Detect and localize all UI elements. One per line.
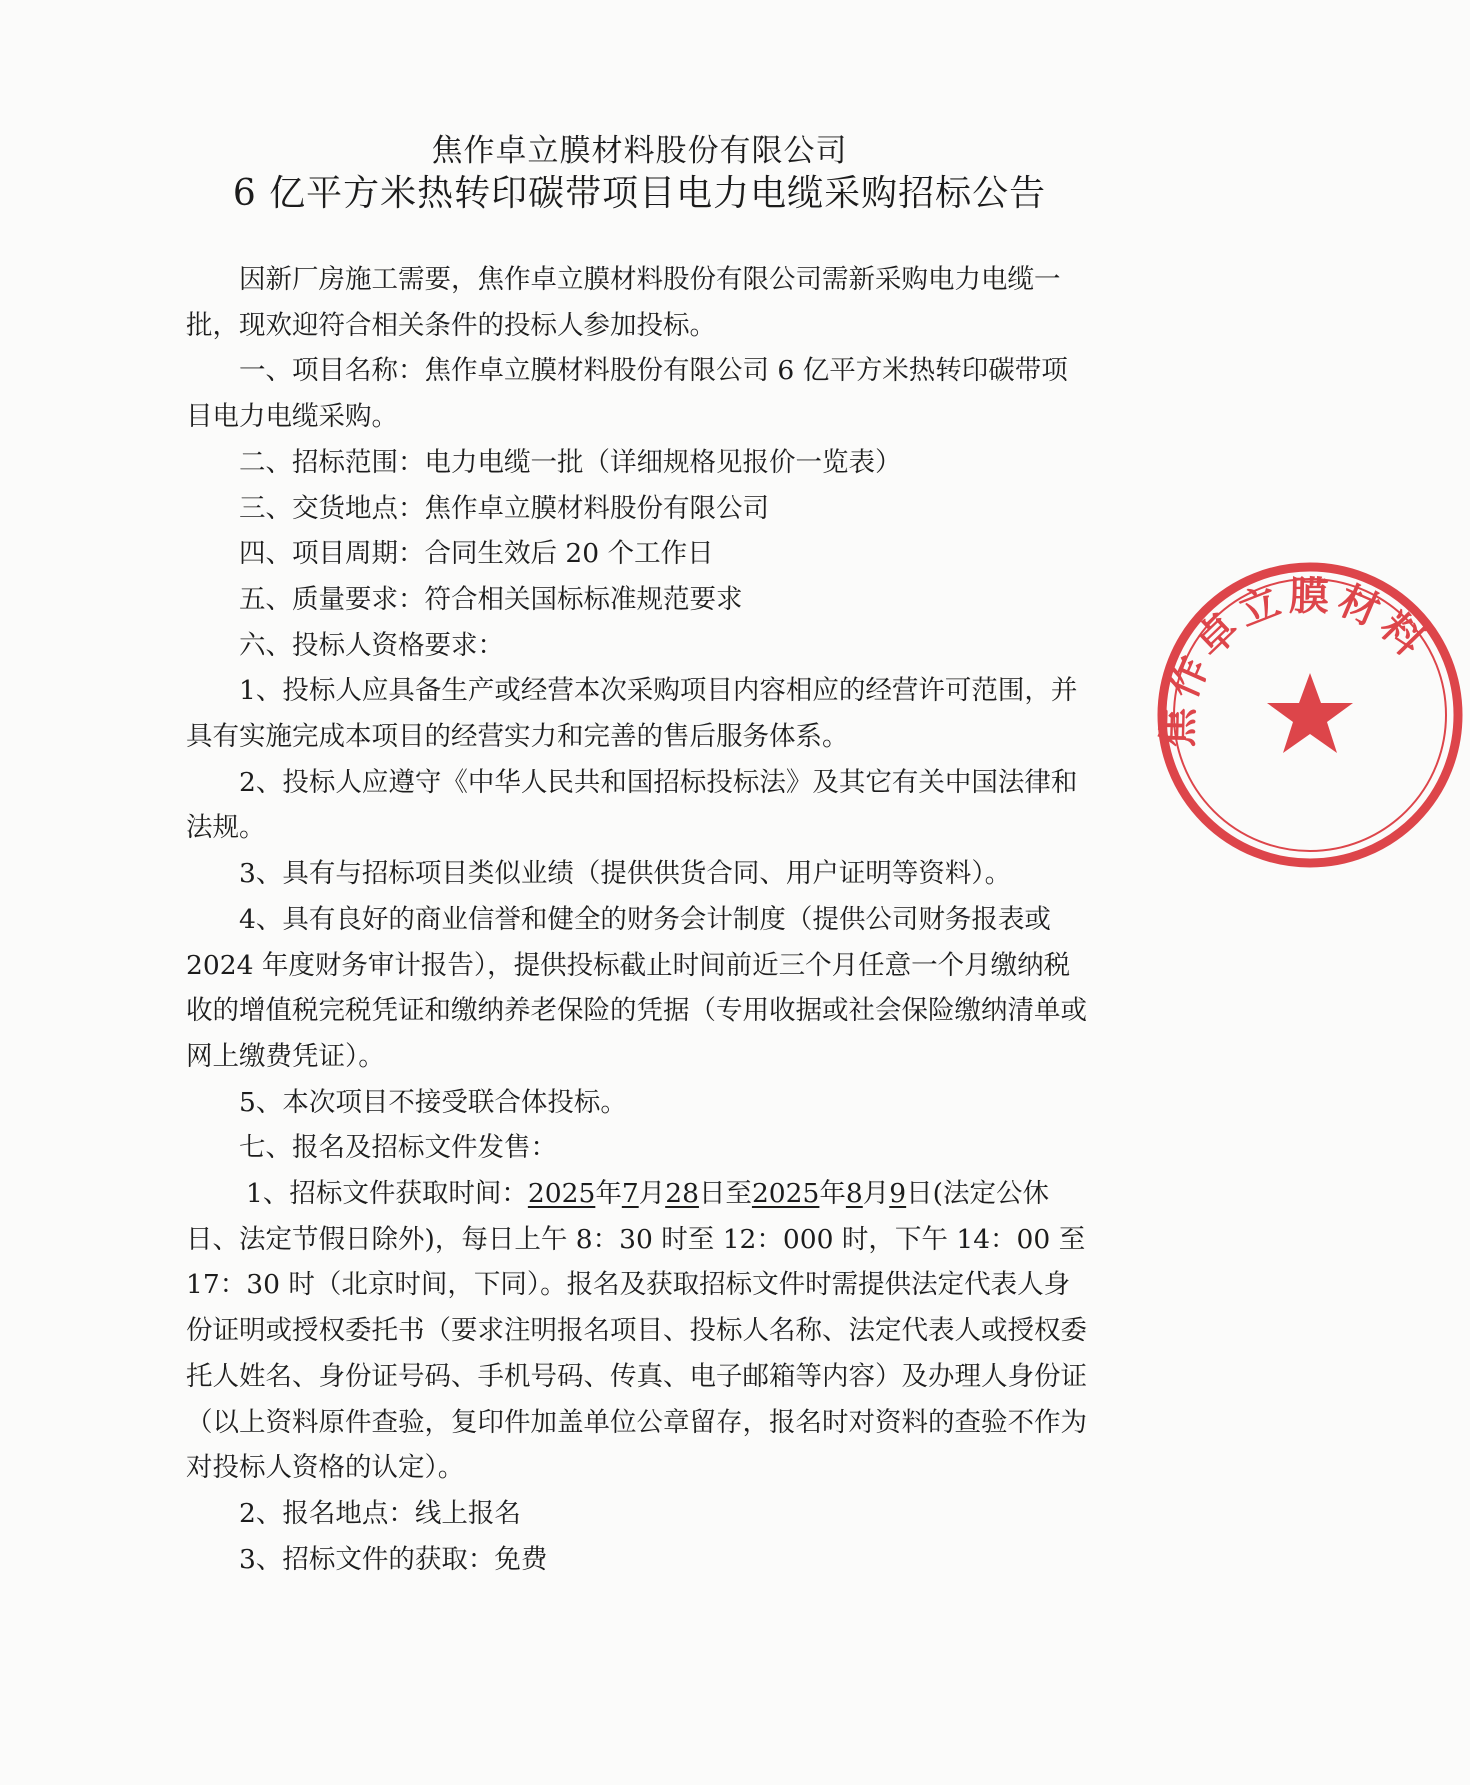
section-qualification-heading: 六、投标人资格要求： <box>239 629 504 661</box>
section-project-name: 一、项目名称：焦作卓立膜材料股份有限公司 6 亿平方米热转印碳带项目电力电缆采购。 <box>186 355 1068 433</box>
registration-time-paragraph <box>186 1171 1092 1491</box>
intro-paragraph: 因新厂房施工需要，焦作卓立膜材料股份有限公司需新采购电力电缆一批，现欢迎符合相关条件的投标人参加投标。 <box>186 264 1061 341</box>
company-seal-stamp <box>1150 555 1470 875</box>
day-to-text: 日至 <box>698 1178 752 1210</box>
qualification-item: 2、投标人应遵守《中华人民共和国招标投标法》及其它有关中国法律和法规。 <box>186 766 1078 844</box>
section-delivery-location: 三、交货地点：焦作卓立膜材料股份有限公司 <box>239 492 769 524</box>
section-project-period: 四、项目周期：合同生效后 20 个工作日 <box>239 538 714 570</box>
seal-star-icon <box>1267 673 1353 753</box>
qualification-item: 3、具有与招标项目类似业绩（提供供货合同、用户证明等资料）。 <box>239 858 1012 890</box>
qualification-item: 5、本次项目不接受联合体投标。 <box>239 1086 627 1118</box>
month-unit: 月 <box>638 1178 666 1210</box>
document-acquisition: 3、招标文件的获取：免费 <box>239 1543 548 1575</box>
year-unit: 年 <box>595 1178 622 1210</box>
qualification-item: 1、投标人应具备生产或经营本次采购项目内容相应的经营许可范围，并具有实施完成本项目的经营实力和完善的售后服务体系。 <box>186 675 1078 753</box>
month-unit: 月 <box>862 1178 890 1210</box>
year-unit: 年 <box>819 1178 846 1210</box>
registration-location: 2、报名地点：线上报名 <box>239 1497 521 1529</box>
document-body <box>186 257 1092 1582</box>
section-quality: 五、质量要求：符合相关国标标准规范要求 <box>239 583 743 615</box>
end-day: 9 <box>889 1178 907 1210</box>
registration-time-details: 日(法定公休日、法定节假日除外)，每日上午 8：30 时至 12：000 时，下午 14：00 至 17：30 时（北京时间，下同）。报名及获取招标文件时需提供法定代表人身份证明或授权委托书（要求注明报名项目、投标人名称、法定代表人或授权委托人姓名、身份证号码、手机号码、传真、电子邮箱等内容）及办理人身份证（以上资料原件查验，复印件加盖单位公章留存，报名时对资料的查验不作为对投标人资格的认定）。 <box>186 1178 1087 1484</box>
qualification-item: 4、具有良好的商业信誉和健全的财务会计制度（提供公司财务报表或 2024 年度财务审计报告），提供投标截止时间前近三个月任意一个月缴纳税收的增值税完税凭证和缴纳养老保险的凭据（专用收据或社会保险缴纳清单或网上缴费凭证）。 <box>186 903 1087 1072</box>
start-month: 7 <box>621 1178 639 1210</box>
section-scope: 二、招标范围：电力电缆一批（详细规格见报价一览表） <box>239 446 902 478</box>
registration-time-prefix: 1、招标文件获取时间： <box>246 1178 528 1210</box>
end-month: 8 <box>845 1178 863 1210</box>
announcement-title: 6 亿平方米热转印碳带项目电力电缆采购招标公告 <box>232 173 1047 214</box>
end-year: 2025 <box>751 1178 820 1210</box>
start-year: 2025 <box>527 1178 596 1210</box>
section-registration-heading: 七、报名及招标文件发售： <box>239 1132 557 1164</box>
start-day: 28 <box>665 1178 699 1210</box>
company-name-heading: 焦作卓立膜材料股份有限公司 <box>431 133 848 169</box>
seal-text: 焦作卓立膜材料 <box>1154 572 1437 749</box>
